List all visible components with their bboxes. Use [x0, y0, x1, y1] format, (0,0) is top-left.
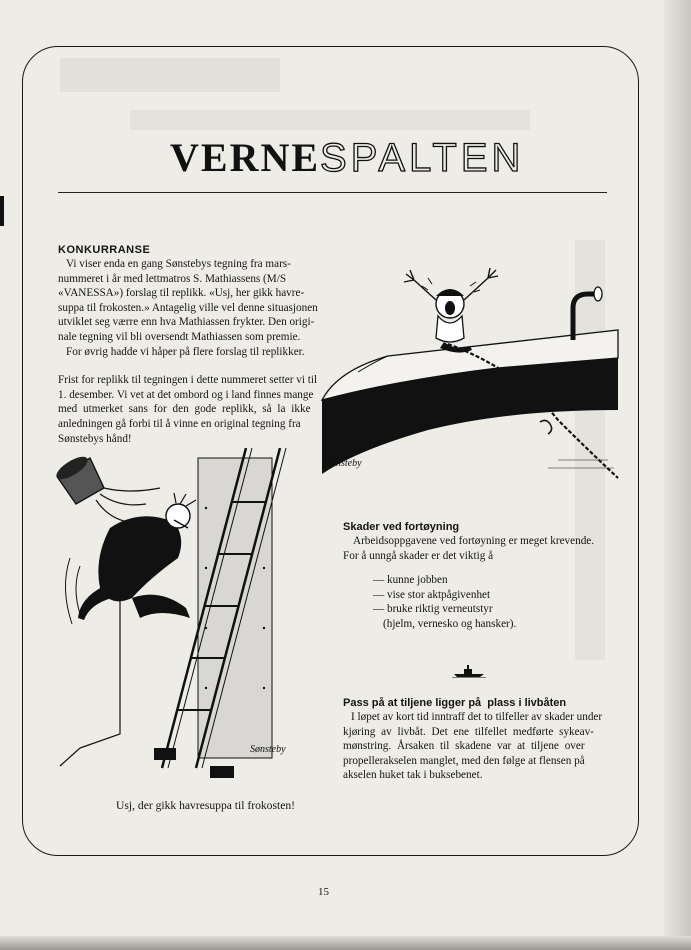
text-line: For å unngå skader er det viktig å	[343, 549, 494, 562]
text-line: propellerakselen manglet, med den følge at flensen på	[343, 754, 585, 767]
page-bottom-edge	[0, 936, 691, 950]
tiljene-section	[343, 697, 605, 783]
masthead	[170, 135, 525, 180]
text-line: Vi viser enda en gang Sønstebys tegning fra mars-	[66, 258, 291, 270]
text-line: utviklet seg værre enn hva Mathiassen frykter. Den origi-	[58, 316, 315, 329]
ladder-signature: Sønsteby	[250, 744, 286, 755]
list-item: — vise stor aktpågivenhet	[373, 588, 491, 601]
frist-paragraph	[58, 373, 320, 446]
text-line: I løpet av kort tid inntraff det to tilfeller av skader under	[351, 711, 603, 723]
boat-divider	[452, 664, 486, 678]
text-line: Arbeidsoppgavene ved fortøyning er meget krevende.	[353, 535, 595, 547]
text-line: For øvrig hadde vi håper på flere forslag til replikker.	[66, 345, 305, 358]
text-line: suppa til frokosten.» Antagelig ville vel denne situasjonen	[58, 301, 318, 314]
skader-intro	[343, 534, 608, 563]
page-number: 15	[318, 886, 329, 898]
binding-mark	[0, 196, 4, 226]
text-line: nummeret i år med lettmatros S. Mathiassens (M/S	[58, 272, 287, 285]
konkurranse-paragraph	[58, 257, 320, 359]
text-line: med utmerket sans for den gode replikk, så la ikke	[58, 403, 311, 416]
konkurranse-section	[58, 244, 320, 446]
text-line: Sønstebys hånd!	[58, 432, 132, 445]
skader-list	[343, 573, 608, 631]
ship-illustration	[318, 260, 630, 490]
text-line: 1. desember. Vi vet at det ombord og i land finnes mange	[58, 388, 314, 401]
konkurranse-heading: KONKURRANSE	[58, 244, 151, 256]
masthead-rule	[58, 192, 607, 193]
text-line: Frist for replikk til tegningen i dette nummeret setter vi til	[58, 374, 318, 387]
ladder-drawing	[50, 448, 320, 788]
list-item: (hjelm, vernesko og hansker).	[383, 617, 517, 630]
ladder-caption: Usj, der gikk havresuppa til frokosten!	[116, 799, 296, 812]
skader-section	[343, 521, 608, 632]
text-line: «VANESSA») forslag til replikk. «Usj, her gikk havre-	[58, 287, 305, 300]
masthead-outline-part: SPALTEN	[320, 136, 525, 180]
page-edge-shadow	[664, 0, 691, 950]
text-line: kjøring av livbåt. Det ene tilfellet medførte sykeav-	[343, 725, 594, 738]
list-item: — kunne jobben	[373, 574, 448, 587]
ship-signature: Sønsteby	[326, 458, 362, 469]
skader-heading: Skader ved fortøyning	[343, 521, 460, 533]
text-line: nale tegning vil bli oversendt Mathiassen som premie.	[58, 330, 301, 343]
masthead-bold-part: VERNE	[170, 135, 321, 180]
list-item: — bruke riktig verneutstyr	[373, 603, 493, 616]
tiljene-paragraph	[343, 710, 605, 783]
ship-drawing	[318, 260, 630, 490]
tiljene-heading: Pass på at tiljene ligger på plass i livbåten	[343, 697, 567, 709]
ladder-illustration	[50, 448, 320, 788]
text-line: anledningen gå forbi til å vinne en original tegning fra	[58, 417, 301, 430]
boat-icon	[452, 664, 486, 678]
text-line: mønstring. Årsaken til skadene var at tiljene over	[343, 740, 585, 753]
text-line: akselen huket tak i buksebenet.	[343, 769, 483, 782]
